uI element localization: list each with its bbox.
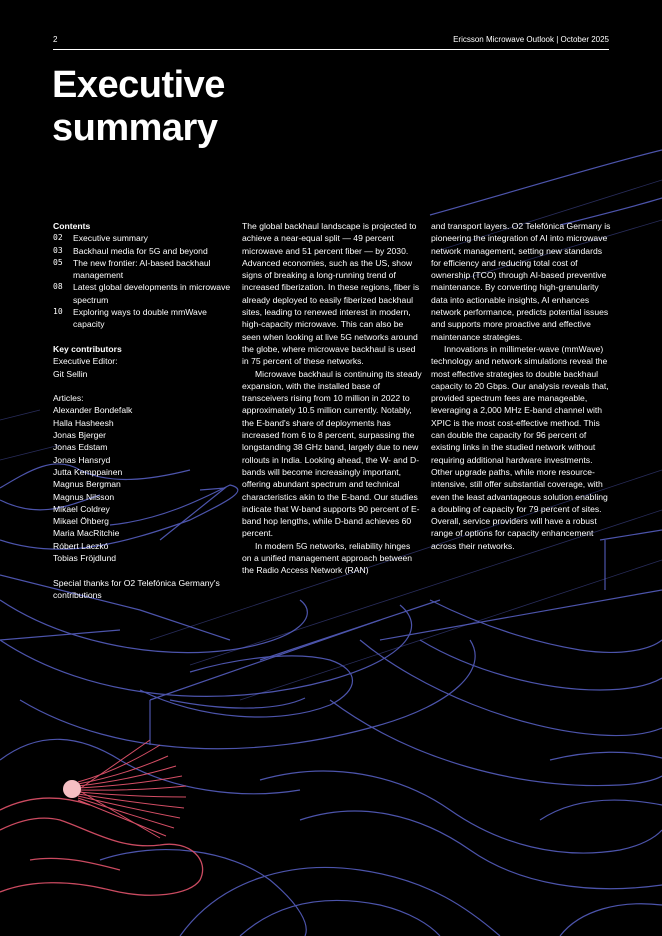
pink-contour [30, 858, 120, 870]
contributor-list [53, 404, 233, 564]
contributor-name: Tobias Fröjdlund [53, 553, 117, 564]
contour-line [300, 811, 662, 889]
toc-page-number: 03 [53, 245, 63, 255]
beam-arc [78, 756, 168, 784]
contour-line [360, 640, 662, 736]
editor-label: Executive Editor: [53, 356, 118, 367]
contour-line [0, 630, 120, 640]
toc-item[interactable] [53, 306, 233, 331]
contributors-heading: Key contributors [53, 343, 122, 354]
contour-line [260, 771, 662, 853]
contributor-name: Magnus Bergman [53, 479, 121, 490]
dash-line [240, 560, 662, 700]
toc-page-number: 08 [53, 282, 63, 292]
page-number: 2 [53, 35, 58, 44]
contributor-name: Halla Hasheesh [53, 417, 114, 428]
contributor-name: Alexander Bondefalk [53, 405, 133, 416]
toc-page-number: 10 [53, 307, 63, 317]
pink-contour [0, 798, 90, 810]
body-paragraph: Microwave backhaul is continuing its steady expansion, with the installed base of transceivers rising from 10 million in 2022 to approximately 10.5 million currently. Notably, the E-band's share of deployments has increased from 6 to 8 percent, surpassing the longstanding 38 GHz band, largely due to new rollouts in India. Looking ahead, the W- and D-bands will become increasingly important, offering abundant spectrum and technical characteristics akin to the E-band. Our studies indicate that W-band supports 90 percent of E-band hop lengths, while D-band achieves 60 percent. [242, 368, 422, 539]
pink-contour [0, 818, 203, 895]
beam-arc [78, 794, 184, 808]
contributor-name: Mikael Öhberg [53, 516, 109, 527]
body-column-2 [431, 220, 611, 552]
contributor-name: Jonas Edstam [53, 442, 108, 453]
beam-arc [78, 800, 166, 836]
contributor-name: Jonas Bjerger [53, 430, 107, 441]
contour-line [420, 640, 662, 690]
contour-line [430, 150, 662, 215]
contour-lines-pink [0, 798, 203, 895]
signal-beam [78, 740, 186, 838]
contributor-name: Róbert Laczkó [53, 540, 109, 551]
articles-label: Articles: [53, 393, 84, 404]
beam-arc [78, 790, 160, 838]
contributor-name: Magnus Nilsson [53, 491, 115, 502]
contour-line [240, 900, 440, 936]
toc-page-number: 02 [53, 233, 63, 243]
toc-item[interactable] [53, 257, 233, 282]
running-head: Ericsson Microwave Outlook | October 2025 [453, 35, 609, 44]
toc-label: The new frontier: AI-based backhaul management [73, 257, 211, 281]
dash-line [0, 445, 60, 460]
contributor-name: Jutta Kemppainen [53, 466, 123, 477]
dash-line [0, 410, 40, 420]
toc-label: Executive summary [73, 233, 148, 244]
contour-line [170, 698, 305, 708]
page-header [53, 35, 609, 50]
toc-label: Backhaul media for 5G and beyond [73, 245, 208, 256]
toc-label: Latest global developments in microwave spectrum [73, 282, 231, 305]
contributor-name: Maria MacRitchie [53, 528, 120, 539]
table-of-contents [53, 232, 233, 330]
contour-line [260, 600, 440, 660]
editor-name: Git Sellin [53, 368, 88, 379]
title-line-1: Executive [52, 64, 225, 106]
beam-arc [78, 798, 174, 828]
contour-line [560, 904, 662, 936]
body-paragraph: In modern 5G networks, reliability hinges on a unified management approach between the Radio Access Network (RAN) [242, 540, 413, 576]
beam-arc [78, 745, 160, 782]
sidebar [53, 220, 233, 601]
contributor-name: Jonas Hansryd [53, 454, 111, 465]
contour-line [550, 752, 662, 760]
contour-line [430, 600, 662, 652]
contour-line [0, 600, 307, 653]
contour-line [380, 590, 662, 640]
beam-arc [78, 766, 176, 786]
toc-page-number: 05 [53, 257, 63, 267]
toc-label: Exploring ways to double mmWave capacity [73, 307, 207, 330]
body-paragraph: The global backhaul landscape is projected to achieve a near-equal split — 49 percent microwave and 51 percent fiber — by 2030. Advanced economies, such as the US, show signs of breaking a long-running trend of increased fiberization. In these regions, fiber is already deployed to easily fiberized backhaul sites, leading to renewed interest in modern, high-capacity microwave. This can also be seen when looking at live 5G networks around the globe, where microwave backhaul is used in 75 percent of these networks. [242, 221, 420, 367]
contour-line [540, 800, 662, 820]
body-column-1 [242, 220, 422, 577]
title-line-2: summary [52, 107, 218, 149]
page-title [52, 64, 372, 150]
signal-node [63, 780, 81, 798]
toc-item[interactable] [53, 232, 233, 244]
contributor-name: Mikael Coldrey [53, 503, 110, 514]
toc-item[interactable] [53, 281, 233, 306]
contents-heading: Contents [53, 221, 91, 231]
contour-line [100, 850, 306, 936]
body-paragraph: and transport layers. O2 Telefónica Germany is pioneering the integration of AI into microwave network management, setting new standards for efficiency and reducing total cost of ownership (TCO) through AI-based preventive maintenance. By converting high-granularity data into actionable insights, AI enhances network performance, predicts potential issues and supports more proactive and effective maintenance strategies. [431, 221, 611, 342]
contour-line [0, 605, 412, 696]
contour-line [180, 868, 500, 936]
toc-item[interactable] [53, 245, 233, 257]
body-paragraph: Innovations in millimeter-wave (mmWave) technology and network simulations reveal the most effective strategies to double backhaul capacity to 20 Gbps. Our analysis reveals that, provided spectrum fees are manageable, leveraging a 2,000 MHz E-band channel with XPIC is the most cost-effective method. This can double the capacity for 96 percent of existing links in the studied network without requiring additional hardware investments. Other upgrade paths, while more resource-intensive, still offer substantial coverage, with even the least advantageous solution enabling a doubling of capacity for 79 percent of sites. Overall, service providers will have a robust range of options for capacity enhancement across their networks. [431, 343, 609, 551]
special-thanks: Special thanks for O2 Telefónica Germany's contributions [53, 577, 220, 600]
